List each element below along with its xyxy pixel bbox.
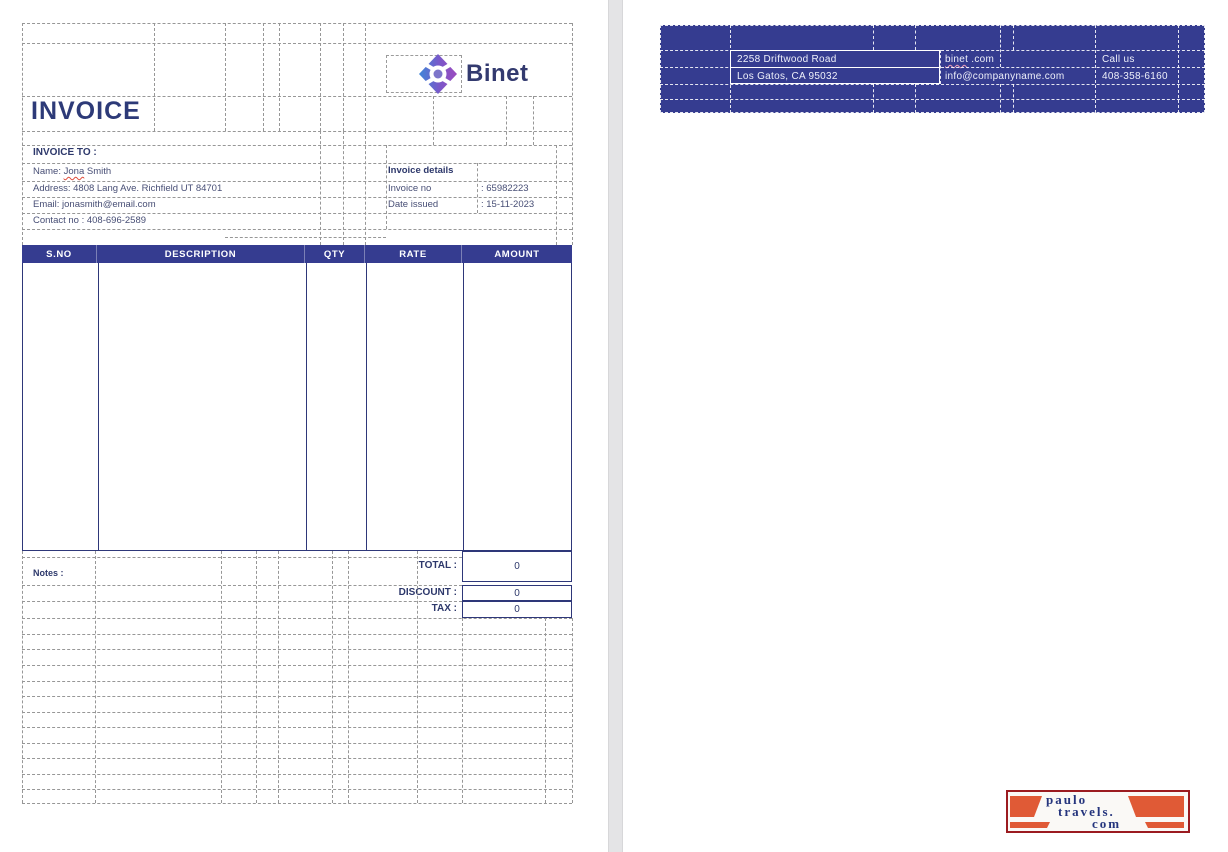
gridline (22, 665, 572, 666)
gridline (556, 145, 557, 245)
gridline (343, 131, 344, 245)
gridline (278, 551, 279, 803)
gridline (343, 23, 344, 131)
travel-logo-line3: com (1092, 816, 1122, 831)
gridline (263, 23, 264, 131)
table-column-divider (463, 263, 464, 550)
company-website-cell[interactable] (945, 53, 994, 66)
gridline (22, 229, 572, 230)
notes-label[interactable]: Notes : (33, 568, 64, 578)
gridline (22, 696, 572, 697)
gridline (320, 23, 321, 131)
brand-name[interactable]: Binet (466, 60, 529, 87)
gridline (22, 163, 572, 164)
col-header-description[interactable]: DESCRIPTION (97, 245, 305, 263)
invoice-title[interactable]: INVOICE (31, 97, 141, 125)
gridline (545, 618, 546, 803)
gridline (22, 727, 572, 728)
gridline (572, 618, 573, 803)
travel-logo-line2: travels. (1058, 804, 1115, 819)
address-box-divider (731, 67, 939, 68)
gridline (22, 551, 23, 803)
discount-label[interactable]: DISCOUNT : (398, 587, 457, 598)
customer-contact-cell[interactable]: Contact no : 408-696-2589 (33, 215, 147, 226)
gridline (22, 803, 572, 804)
col-header-rate[interactable]: RATE (365, 245, 462, 263)
invoice-no-label[interactable]: Invoice no (388, 183, 432, 194)
gridline (386, 145, 387, 229)
items-table-header (22, 245, 572, 263)
gridline (22, 743, 572, 744)
travel-logo-line1: paulo (1046, 792, 1088, 807)
gridline (477, 163, 478, 213)
invoice-details-heading[interactable]: Invoice details (388, 165, 454, 176)
gridline (22, 758, 572, 759)
customer-email-cell[interactable]: Email: jonasmith@email.com (33, 199, 156, 210)
binet-diamond-logo-icon (419, 54, 457, 94)
gridline (225, 237, 386, 238)
date-issued-value[interactable]: : 15-11-2023 (481, 199, 535, 210)
gridline (22, 23, 572, 24)
col-header-qty[interactable]: QTY (305, 245, 365, 263)
call-us-label[interactable]: Call us (1102, 54, 1135, 65)
table-column-divider (98, 263, 99, 550)
gridline (320, 131, 321, 245)
col-header-amount[interactable]: AMOUNT (494, 248, 540, 260)
gridline (22, 774, 572, 775)
customer-address-cell[interactable]: Address: 4808 Lang Ave. Richfield UT 84701 (33, 183, 223, 194)
gridline (95, 551, 96, 803)
gridline (462, 618, 463, 803)
gridline (22, 557, 462, 558)
company-phone-number[interactable]: 408-358-6160 (1102, 71, 1168, 82)
gridline (22, 601, 462, 602)
website-suffix: .com (968, 54, 995, 65)
website-spellcheck-squiggle: binet (945, 54, 969, 65)
col-header-sno[interactable]: S.NO (22, 245, 97, 263)
gridline (279, 23, 280, 131)
gridline (256, 551, 257, 803)
gridline (365, 131, 366, 245)
paulo-travels-logo (1006, 790, 1190, 833)
company-address-line1[interactable]: 2258 Driftwood Road (737, 54, 837, 65)
items-table-body[interactable] (22, 263, 572, 551)
gridline (22, 145, 572, 146)
gridline (225, 23, 226, 131)
total-value-cell[interactable]: 0 (462, 551, 572, 582)
gridline (154, 23, 155, 131)
gridline (533, 96, 534, 145)
customer-name-cell[interactable] (33, 165, 111, 178)
gridline (22, 634, 572, 635)
discount-value-cell[interactable]: 0 (462, 585, 572, 601)
gridline (365, 23, 366, 131)
gridline (22, 585, 462, 586)
gridline (572, 23, 573, 245)
company-address-line2[interactable]: Los Gatos, CA 95032 (737, 71, 838, 82)
table-column-divider (306, 263, 307, 550)
date-issued-label[interactable]: Date issued (388, 199, 439, 210)
invoice-to-heading[interactable]: INVOICE TO : (33, 147, 97, 158)
invoice-no-value[interactable]: : 65982223 (481, 183, 529, 194)
gridline (433, 96, 434, 145)
total-label[interactable]: TOTAL : (418, 560, 457, 571)
gridline (22, 43, 572, 44)
table-column-divider (366, 263, 367, 550)
gridline (22, 23, 23, 245)
gridline (22, 789, 572, 790)
name-spellcheck-squiggle: Jona (63, 166, 85, 177)
name-suffix: Smith (84, 166, 112, 177)
page-gutter (608, 0, 623, 852)
gridline (22, 712, 572, 713)
gridline (22, 649, 572, 650)
tax-label[interactable]: TAX : (431, 603, 457, 614)
gridline (22, 681, 572, 682)
gridline (506, 96, 507, 145)
gridline (221, 551, 222, 803)
company-email-cell[interactable]: info@companyname.com (945, 71, 1065, 82)
gridline (22, 131, 572, 132)
name-prefix: Name: (33, 166, 64, 177)
gridline (22, 618, 572, 619)
tax-value-cell[interactable]: 0 (462, 601, 572, 618)
